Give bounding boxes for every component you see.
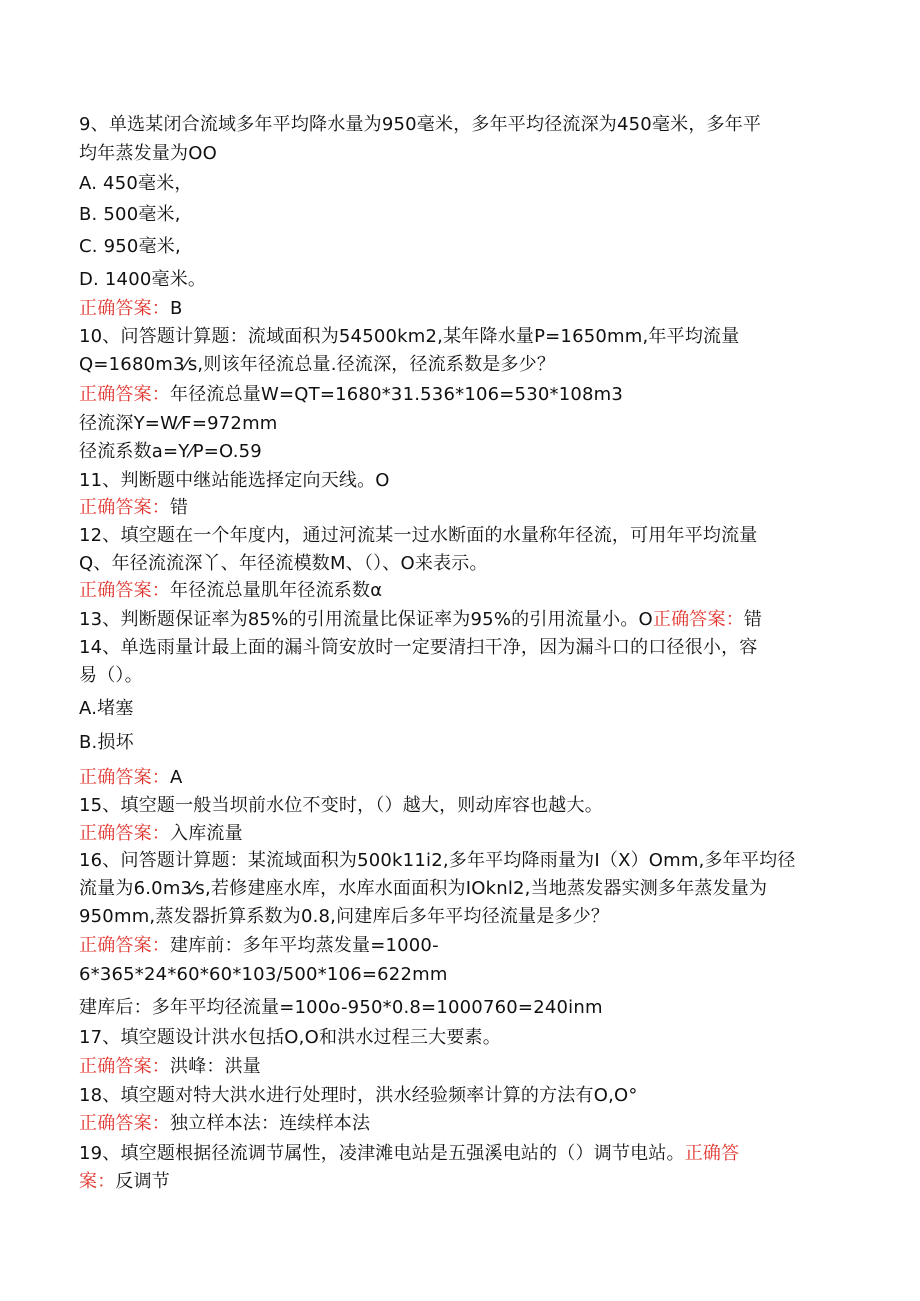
q16-answer [79, 934, 439, 958]
q14-option-b: B.损坏 [79, 732, 134, 753]
q11-text: 11、判断题中继站能选择定向天线。O [79, 470, 390, 491]
q10-answer [79, 383, 623, 407]
answer-label: 正确答案： [79, 1113, 170, 1134]
q14-answer [79, 766, 183, 790]
answer-label: 正确答案： [79, 298, 170, 319]
q10-answer-line3: 径流系数a=Y⁄P=O.59 [79, 441, 262, 462]
q16-text-line2: 流量为6.0m3⁄s,若修建座水库，水库水面面积为IOknl2,当地蒸发器实测多年蒸发量为 [79, 878, 768, 899]
q12-text-line2: Q、年径流流深丫、年径流模数M、（）、O来表示。 [79, 553, 488, 574]
q13-text: 13、判断题保证率为85%的引用流量比保证率为95%的引用流量小。O [79, 609, 653, 630]
q16-text-line1: 16、问答题计算题：某流域面积为500k11i2,多年平均降雨量为I（X）Omm,多年平均径 [79, 850, 796, 871]
q10-answer-line2: 径流深Y=W⁄F=972mm [79, 413, 278, 434]
answer-label: 正确答案： [79, 767, 170, 788]
q10-text-line1: 10、问答题计算题：流域面积为54500km2,某年降水量P=1650mm,年平均流量 [79, 326, 740, 347]
q19-text: 19、填空题根据径流调节属性，凌津滩电站是五强溪电站的（）调节电站。 [79, 1143, 685, 1164]
q9-answer [79, 297, 183, 321]
answer-label: 正确答案： [79, 823, 170, 844]
q9-text-line2: 均年蒸发量为OO [79, 143, 217, 164]
answer-label-part2: 案： [79, 1171, 116, 1192]
q9-option-c: C. 950毫米, [79, 236, 181, 257]
answer-value: 错 [170, 497, 189, 518]
answer-label: 正确答案： [79, 1056, 170, 1077]
answer-label: 正确答案： [79, 580, 170, 601]
q12-text-line1: 12、填空题在一个年度内，通过河流某一过水断面的水量称年径流，可用年平均流量 [79, 525, 758, 546]
answer-label: 正确答案： [79, 935, 170, 956]
q9-text-line1: 9、单选某闭合流域多年平均降水量为950毫米，多年平均径流深为450毫米，多年平 [79, 114, 762, 135]
answer-value: B [170, 298, 183, 319]
answer-value: 错 [743, 609, 763, 630]
answer-value: 年径流总量W=QT=1680*31.536*106=530*108m3 [170, 384, 624, 405]
q17-answer [79, 1055, 261, 1079]
q10-text-line2: Q=1680m3⁄s,则该年径流总量.径流深，径流系数是多少？ [79, 354, 556, 375]
answer-label-part1: 正确答 [684, 1143, 740, 1164]
q13-line [79, 608, 762, 632]
q16-answer-line3: 建库后：多年平均径流量=100o-950*0.8=1000760=240inm [79, 997, 603, 1018]
q17-text: 17、填空题设计洪水包括O,O和洪水过程三大要素。 [79, 1027, 501, 1048]
q19-answer [79, 1170, 170, 1194]
answer-value: 反调节 [115, 1171, 171, 1192]
answer-value: A [170, 767, 183, 788]
answer-label: 正确答案： [652, 609, 744, 630]
q9-option-a: A. 450毫米， [79, 173, 193, 194]
q15-answer [79, 822, 243, 846]
answer-value: 入库流量 [170, 823, 243, 844]
q14-option-a: A.堵塞 [79, 698, 134, 719]
q14-text-line1: 14、单选雨量计最上面的漏斗筒安放时一定要清扫干净，因为漏斗口的口径很小，容 [79, 637, 758, 658]
q14-text-line2: 易（）。 [79, 665, 143, 686]
answer-value: 独立样本法：连续样本法 [170, 1113, 371, 1134]
q16-answer-line2: 6*365*24*60*60*103/500*106=622mm [79, 964, 448, 985]
answer-value: 建库前：多年平均蒸发量=1000- [170, 935, 439, 956]
answer-value: 洪峰：洪量 [170, 1056, 261, 1077]
q18-answer [79, 1112, 370, 1136]
q19-text-line1 [79, 1142, 739, 1166]
q18-text: 18、填空题对特大洪水进行处理时，洪水经验频率计算的方法有O,O° [79, 1085, 638, 1106]
answer-label: 正确答案： [79, 384, 170, 405]
q16-text-line3: 950mm,蒸发器折算系数为0.8,问建库后多年平均径流量是多少？ [79, 906, 610, 927]
q9-option-d: D. 1400毫米。 [79, 269, 207, 290]
answer-label: 正确答案： [79, 497, 170, 518]
answer-value: 年径流总量肌年径流系数α [170, 580, 383, 601]
q12-answer [79, 579, 382, 603]
q11-answer [79, 496, 188, 520]
q9-option-b: B. 500毫米, [79, 204, 181, 225]
q15-text: 15、填空题一般当坝前水位不变时，（）越大，则动库容也越大。 [79, 795, 603, 816]
